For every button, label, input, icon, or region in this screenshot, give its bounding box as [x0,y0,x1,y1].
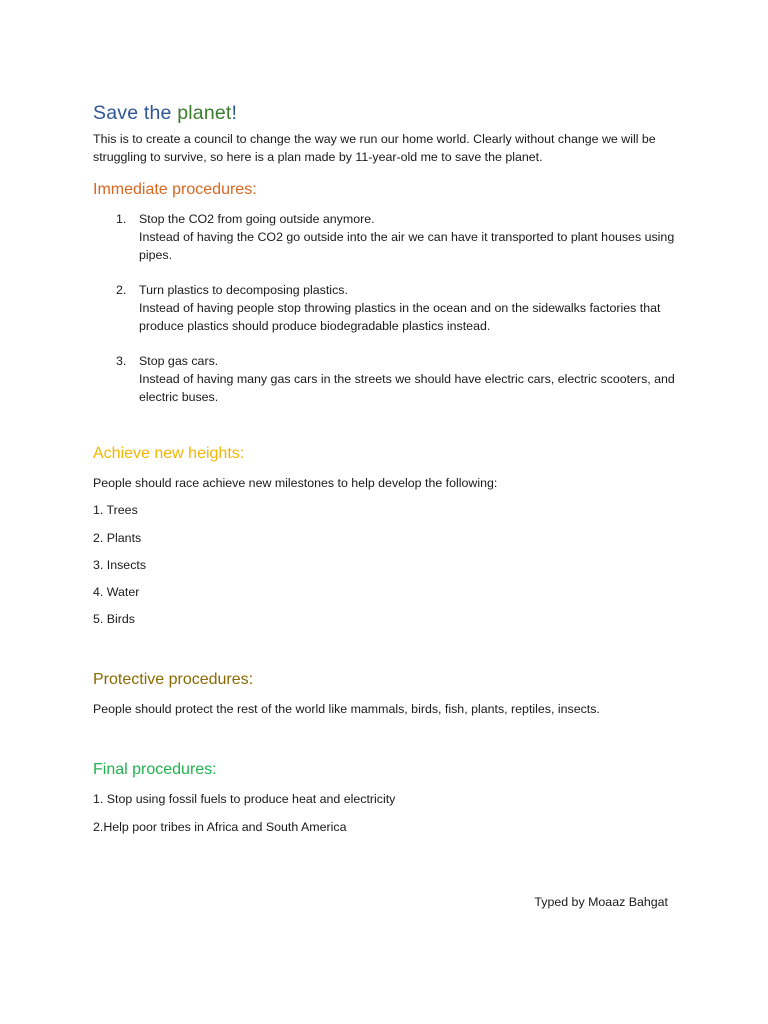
list-item-title: Stop gas cars. [139,354,219,368]
title-part-save-the: Save the [93,102,178,124]
list-item-detail: Instead of having many gas cars in the streets we should have electric cars, electric scooters, and electric buses. [139,372,675,404]
protective-heading: Protective procedures: [93,671,254,689]
protective-section [93,700,676,718]
list-item [93,352,676,406]
list-item-title: Turn plastics to decomposing plastics. [139,283,348,297]
signature: Typed by Moaaz Bahgat [534,895,668,909]
immediate-list [93,210,676,406]
final-heading: Final procedures: [93,761,217,779]
list-item: 1. Trees [93,503,138,518]
list-item [93,210,676,264]
final-section [93,790,676,835]
protective-text: People should protect the rest of the world like mammals, birds, fish, plants, reptiles, insects. [93,702,600,717]
list-item-detail: Instead of having the CO2 go outside into the air we can have it transported to plant houses using pipes. [139,230,675,262]
title-part-exclamation: ! [231,102,238,124]
list-item: 1. Stop using fossil fuels to produce heat and electricity [93,792,396,807]
heights-lead: People should race achieve new milestones to help develop the following: [93,476,498,490]
list-item-number: 3. [116,354,127,368]
heights-section [93,474,676,628]
heights-heading: Achieve new heights: [93,445,245,462]
list-item: 2. Plants [93,530,142,545]
list-item [93,281,676,335]
document-title [93,101,676,125]
list-item-number: 1. [116,212,127,226]
list-item-number: 2. [116,283,127,297]
list-item-title: Stop the CO2 from going outside anymore. [139,212,375,226]
list-item-detail: Instead of having people stop throwing plastics in the ocean and on the sidewalks factories that produce plastics should produce biodegradable plastics instead. [139,301,661,333]
list-item: 4. Water [93,585,140,600]
title-part-planet: planet [177,102,232,124]
intro-paragraph: This is to create a council to change the way we run our home world. Clearly without change we will be struggling to survive, so here is a plan made by 11-year-old me to save the planet. [93,132,656,164]
list-item: 3. Insects [93,557,147,572]
immediate-heading: Immediate procedures: [93,181,257,198]
list-item: 2.Help poor tribes in Africa and South America [93,819,347,834]
list-item: 5. Birds [93,612,136,627]
